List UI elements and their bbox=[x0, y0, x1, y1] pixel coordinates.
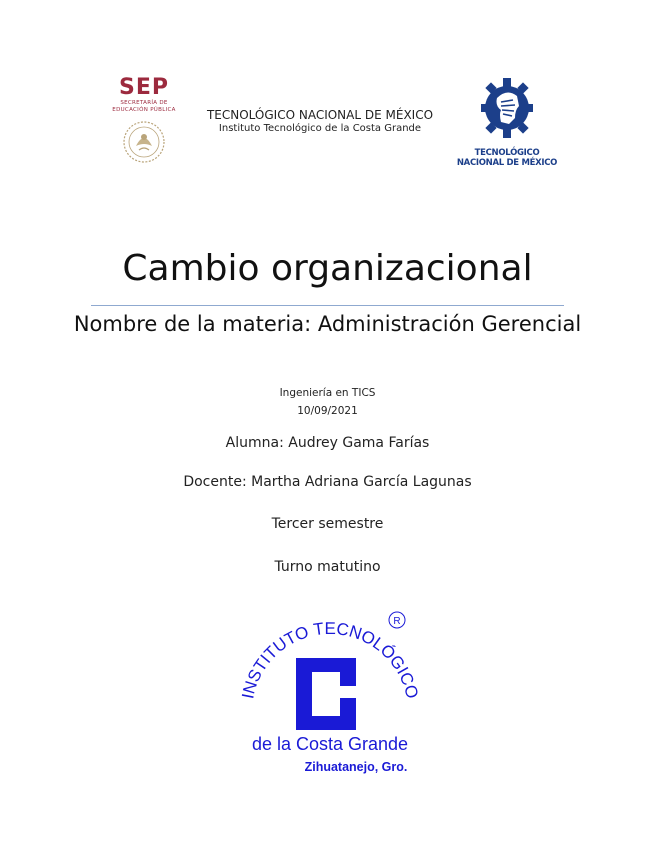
sep-logo-word: SEP bbox=[119, 75, 169, 100]
national-seal-icon bbox=[122, 120, 166, 164]
itcg-line2: Zihuatanejo, Gro. bbox=[304, 760, 408, 774]
institution-title: TECNOLÓGICO NACIONAL DE MÉXICO bbox=[206, 108, 434, 122]
itcg-emblem-icon bbox=[296, 658, 356, 730]
itcg-arc-text: INSTITUTO TECNOLÓGICO bbox=[238, 618, 422, 701]
tecnm-logo-line2: NACIONAL DE MÉXICO bbox=[456, 158, 558, 168]
teacher-name: Docente: Martha Adriana García Lagunas bbox=[183, 474, 472, 490]
tecnm-logo-line1: TECNOLÓGICO bbox=[474, 148, 540, 158]
semester-label: Tercer semestre bbox=[271, 516, 384, 532]
document-date: 10/09/2021 bbox=[297, 405, 358, 417]
tecnm-logo bbox=[452, 72, 562, 176]
shift-label: Turno matutino bbox=[274, 559, 381, 575]
career-label: Ingeniería en TICS bbox=[279, 387, 376, 399]
svg-text:R: R bbox=[393, 616, 401, 627]
sep-logo-line1: SECRETARÍA DE bbox=[120, 100, 168, 106]
title-divider bbox=[91, 305, 564, 306]
itcg-line1: de la Costa Grande bbox=[251, 734, 409, 754]
student-name: Alumna: Audrey Gama Farías bbox=[225, 435, 430, 451]
tecnm-emblem-icon bbox=[479, 72, 535, 144]
subject-name: Nombre de la materia: Administración Gerencial bbox=[73, 312, 582, 336]
sep-logo-line2: EDUCACIÓN PÚBLICA bbox=[112, 107, 176, 113]
institution-subtitle: Instituto Tecnológico de la Costa Grande bbox=[218, 123, 422, 134]
institution-header bbox=[200, 108, 440, 135]
itcg-logo bbox=[230, 600, 430, 780]
document-title: Cambio organizacional bbox=[122, 248, 533, 289]
sep-logo bbox=[100, 76, 188, 176]
